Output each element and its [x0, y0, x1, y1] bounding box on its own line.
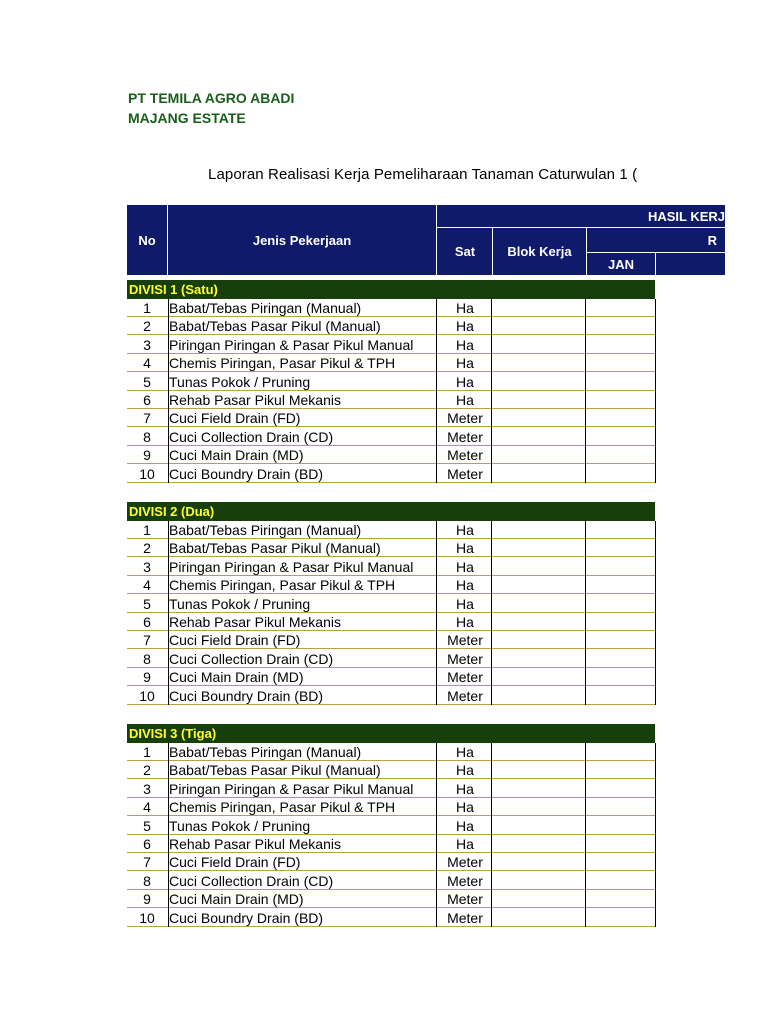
row-unit: Ha	[456, 799, 474, 816]
header-sat: Sat	[454, 244, 476, 259]
grid-line	[436, 299, 437, 483]
row-unit: Meter	[447, 891, 483, 908]
row-unit: Ha	[456, 836, 474, 852]
grid-line	[491, 743, 492, 927]
table-row	[127, 539, 655, 557]
table-row	[127, 465, 655, 483]
grid-line	[436, 743, 437, 927]
row-unit: Meter	[447, 447, 483, 464]
row-no: 4	[143, 577, 151, 594]
table-row	[127, 798, 655, 816]
row-job: Tunas Pokok / Pruning	[169, 817, 311, 834]
row-no: 7	[143, 632, 151, 649]
row-unit: Ha	[456, 522, 474, 538]
row-no: 1	[143, 744, 151, 760]
row-unit: Ha	[456, 300, 474, 316]
table-row	[127, 373, 655, 391]
row-unit: Ha	[456, 558, 474, 575]
row-job: Tunas Pokok / Pruning	[169, 595, 311, 612]
grid-line	[585, 743, 586, 927]
row-no: 8	[143, 872, 151, 889]
header-no: No	[138, 232, 156, 248]
row-unit: Ha	[456, 595, 474, 612]
row-unit: Meter	[447, 669, 483, 686]
row-job: Babat/Tebas Piringan (Manual)	[169, 300, 362, 316]
table-row	[127, 780, 655, 798]
table-row	[127, 317, 655, 335]
division-header: DIVISI 3 (Tiga)	[127, 724, 655, 743]
division-header: DIVISI 2 (Dua)	[127, 502, 655, 521]
table-row	[127, 743, 655, 761]
row-no: 6	[143, 836, 151, 852]
row-no: 4	[143, 355, 151, 372]
grid-line	[655, 299, 656, 483]
table-row	[127, 299, 655, 317]
table-row	[127, 446, 655, 464]
row-job: Piringan Piringan & Pasar Pikul Manual	[169, 336, 414, 353]
row-job: Cuci Main Drain (MD)	[169, 447, 304, 464]
row-job: Cuci Field Drain (FD)	[169, 854, 301, 871]
row-job: Babat/Tebas Pasar Pikul (Manual)	[169, 762, 381, 779]
grid-line	[436, 521, 437, 705]
row-no: 3	[143, 336, 151, 353]
row-job: Tunas Pokok / Pruning	[169, 373, 311, 390]
table-row	[127, 428, 655, 446]
row-job: Piringan Piringan & Pasar Pikul Manual	[169, 780, 414, 797]
table-row	[127, 650, 655, 668]
table-row	[127, 521, 655, 539]
row-unit: Ha	[456, 373, 474, 390]
row-unit: Meter	[447, 687, 483, 704]
report-title: Laporan Realisasi Kerja Pemeliharaan Tanaman Caturwulan 1 (	[208, 166, 638, 183]
row-unit: Meter	[447, 854, 483, 871]
row-unit: Ha	[456, 614, 474, 630]
row-no: 6	[143, 614, 151, 630]
table-row	[127, 853, 655, 871]
table-row	[127, 613, 655, 631]
row-job: Chemis Piringan, Pasar Pikul & TPH	[169, 799, 396, 816]
grid-line	[655, 743, 656, 927]
row-no: 2	[143, 318, 151, 335]
row-no: 9	[143, 447, 151, 464]
row-unit: Ha	[456, 817, 474, 834]
row-job: Babat/Tebas Piringan (Manual)	[169, 744, 362, 760]
table-row	[127, 631, 655, 649]
row-job: Cuci Boundry Drain (BD)	[169, 909, 324, 926]
row-job: Cuci Collection Drain (CD)	[169, 872, 334, 889]
row-no: 9	[143, 891, 151, 908]
table-row	[127, 391, 655, 409]
row-no: 5	[143, 817, 151, 834]
company-name: PT TEMILA AGRO ABADI	[128, 90, 295, 106]
grid-line	[491, 299, 492, 483]
row-unit: Ha	[456, 744, 474, 760]
grid-line	[655, 521, 656, 705]
row-no: 1	[143, 522, 151, 538]
row-no: 9	[143, 669, 151, 686]
table-row	[127, 595, 655, 613]
division-header: DIVISI 1 (Satu)	[127, 280, 655, 299]
row-no: 4	[143, 799, 151, 816]
row-job: Cuci Boundry Drain (BD)	[169, 465, 324, 482]
row-unit: Ha	[456, 540, 474, 557]
grid-line	[585, 521, 586, 705]
table-row	[127, 668, 655, 686]
row-no: 6	[143, 392, 151, 408]
row-unit: Meter	[447, 872, 483, 889]
row-job: Rehab Pasar Pikul Mekanis	[169, 392, 341, 408]
row-no: 5	[143, 373, 151, 390]
row-no: 2	[143, 540, 151, 557]
grid-line	[491, 521, 492, 705]
row-unit: Meter	[447, 909, 483, 926]
row-unit: Ha	[456, 336, 474, 353]
row-no: 7	[143, 854, 151, 871]
table-row	[127, 354, 655, 372]
row-job: Piringan Piringan & Pasar Pikul Manual	[169, 558, 414, 575]
row-job: Cuci Boundry Drain (BD)	[169, 687, 324, 704]
row-unit: Ha	[456, 780, 474, 797]
table-row	[127, 336, 655, 354]
header-result	[437, 205, 725, 227]
row-job: Babat/Tebas Pasar Pikul (Manual)	[169, 540, 381, 557]
header-result-label: HASIL KERJ	[647, 208, 725, 224]
header-realisasi: R	[707, 232, 717, 248]
row-no: 2	[143, 762, 151, 779]
row-unit: Ha	[456, 392, 474, 408]
row-unit: Ha	[456, 762, 474, 779]
row-unit: Meter	[447, 632, 483, 649]
row-job: Cuci Field Drain (FD)	[169, 632, 301, 649]
row-job: Cuci Collection Drain (CD)	[169, 428, 334, 445]
row-unit: Meter	[447, 465, 483, 482]
row-no: 8	[143, 650, 151, 667]
row-job: Cuci Main Drain (MD)	[169, 669, 304, 686]
grid-line	[585, 299, 586, 483]
row-unit: Ha	[456, 318, 474, 335]
row-job: Rehab Pasar Pikul Mekanis	[169, 836, 341, 852]
row-unit: Ha	[456, 577, 474, 594]
row-no: 1	[143, 300, 151, 316]
row-job: Cuci Main Drain (MD)	[169, 891, 304, 908]
row-no: 10	[139, 465, 155, 482]
row-job: Babat/Tebas Piringan (Manual)	[169, 522, 362, 538]
header-jan: JAN	[607, 256, 634, 272]
table-row	[127, 576, 655, 594]
table-row	[127, 835, 655, 853]
row-no: 10	[139, 687, 155, 704]
row-no: 5	[143, 595, 151, 612]
estate-name: MAJANG ESTATE	[128, 110, 246, 126]
table-row	[127, 872, 655, 890]
table-row	[127, 909, 655, 927]
row-no: 7	[143, 410, 151, 427]
header-job: Jenis Pekerjaan	[252, 232, 352, 248]
grid-line	[168, 299, 169, 483]
header-block: Blok Kerja	[507, 244, 572, 259]
table-row	[127, 761, 655, 779]
table-row	[127, 558, 655, 576]
row-job: Cuci Field Drain (FD)	[169, 410, 301, 427]
grid-line	[168, 521, 169, 705]
row-unit: Meter	[447, 428, 483, 445]
row-unit: Meter	[447, 650, 483, 667]
table-row	[127, 890, 655, 908]
grid-line	[168, 743, 169, 927]
row-job: Chemis Piringan, Pasar Pikul & TPH	[169, 577, 396, 594]
table-row	[127, 817, 655, 835]
row-job: Chemis Piringan, Pasar Pikul & TPH	[169, 355, 396, 372]
row-no: 8	[143, 428, 151, 445]
row-no: 3	[143, 558, 151, 575]
row-job: Rehab Pasar Pikul Mekanis	[169, 614, 341, 630]
row-unit: Meter	[447, 410, 483, 427]
row-no: 10	[139, 909, 155, 926]
table-row	[127, 687, 655, 705]
row-job: Babat/Tebas Pasar Pikul (Manual)	[169, 318, 381, 335]
table-row	[127, 409, 655, 427]
row-no: 3	[143, 780, 151, 797]
row-job: Cuci Collection Drain (CD)	[169, 650, 334, 667]
table-header	[127, 205, 725, 275]
row-unit: Ha	[456, 355, 474, 372]
